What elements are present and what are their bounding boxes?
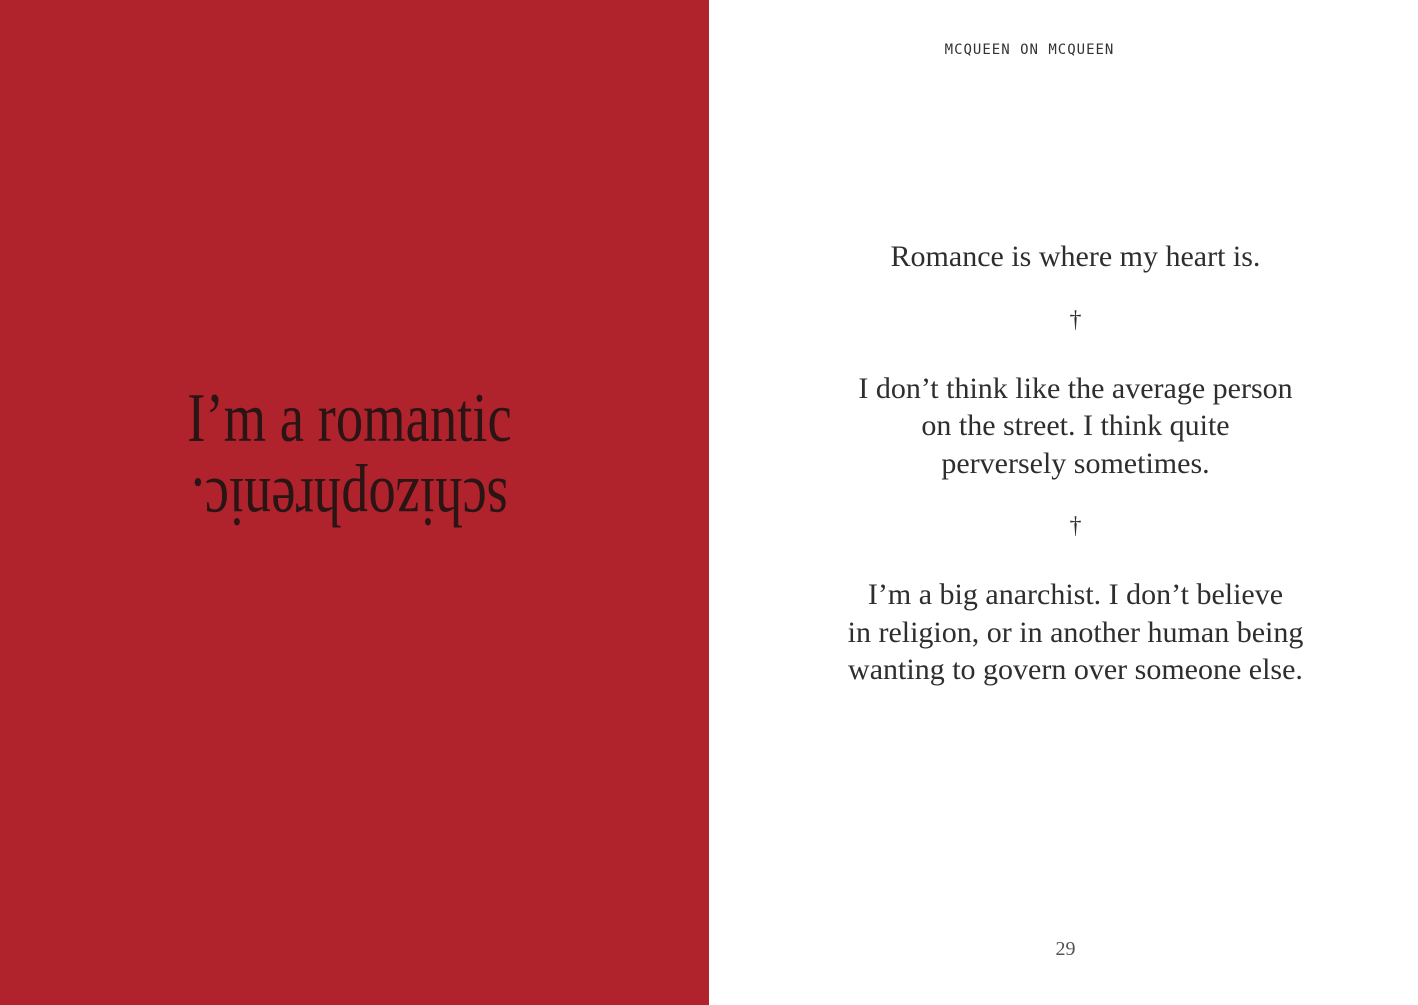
quotes-column (709, 238, 1418, 689)
quote-2-line-1: I don’t think like the average person (858, 371, 1293, 405)
right-page (709, 0, 1418, 1005)
featured-quote-line-1: I’m a romantic (187, 380, 512, 457)
quote-1 (826, 238, 1326, 276)
page-number: 29 (1055, 938, 1076, 960)
running-head: MCQUEEN ON MCQUEEN (944, 42, 1115, 58)
featured-quote (0, 380, 709, 540)
quote-3 (826, 576, 1326, 689)
quote-3-line-2: in religion, or in another human being (847, 615, 1304, 649)
quote-2-line-3: perversely sometimes. (941, 446, 1210, 480)
dagger-separator-1: † (1069, 306, 1082, 333)
quote-2-line-2: on the street. I think quite (921, 409, 1230, 442)
dagger-separator-2: † (1069, 513, 1082, 539)
quote-3-line-3: wanting to govern over someone else. (848, 653, 1303, 686)
quote-3-line-1: I’m a big anarchist. I don’t believe (867, 578, 1284, 611)
featured-quote-line-2-upside-down: schizophrenic. (191, 463, 508, 540)
quote-2 (826, 370, 1326, 483)
quote-1-text: Romance is where my heart is. (890, 240, 1261, 273)
